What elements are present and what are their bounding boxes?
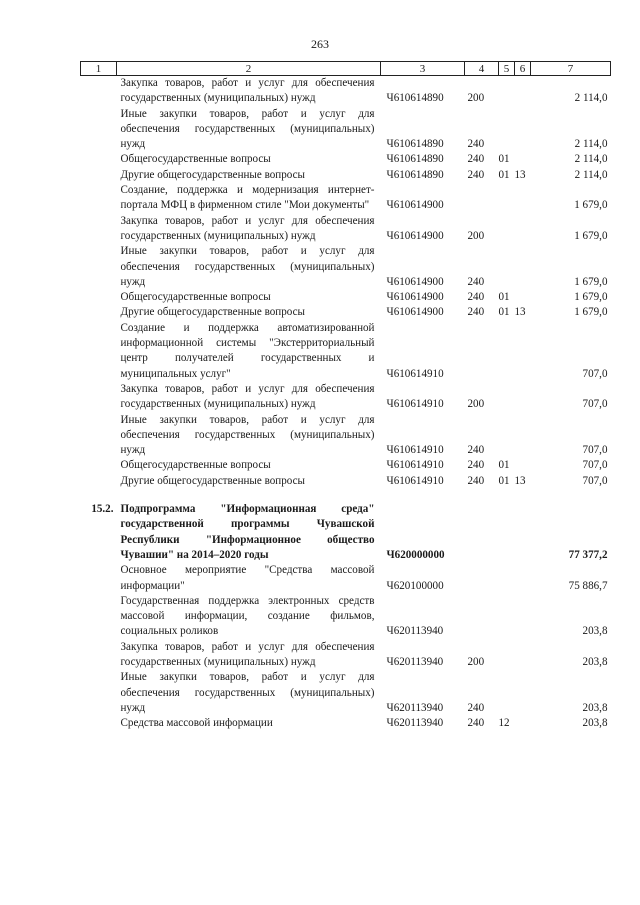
row-name: Другие общегосударственные вопросы <box>120 474 305 487</box>
expense-type-code: 240 <box>467 459 485 472</box>
amount: 2 114,0 <box>574 153 608 166</box>
page-number: 263 <box>311 37 329 51</box>
section-code: 01 <box>498 474 510 487</box>
subsection-code: 13 <box>514 306 526 319</box>
row-name: Другие общегосударственные вопросы <box>120 168 305 181</box>
amount: 203,8 <box>582 701 608 714</box>
column-numbers-row <box>81 62 611 76</box>
row-number <box>81 305 117 320</box>
target-article-code: Ч610614900 <box>386 291 444 304</box>
table-row <box>81 152 611 167</box>
expense-type-code: 240 <box>467 701 485 714</box>
table-row <box>81 413 611 459</box>
expense-type-code: 200 <box>467 229 485 242</box>
section-code: 12 <box>498 717 510 730</box>
row-name: Иные закупки товаров, работ и услуг для обеспечения государственных (муниципальных) нужд <box>120 245 375 288</box>
budget-table <box>80 61 611 731</box>
row-number <box>81 321 117 382</box>
row-number <box>81 152 117 167</box>
amount: 1 679,0 <box>574 275 608 288</box>
table-row <box>81 290 611 305</box>
column-header: 4 <box>465 62 499 76</box>
subsection-code <box>515 107 531 153</box>
amount: 1 679,0 <box>574 291 608 304</box>
subsection-code <box>515 716 531 731</box>
subsection-code: 13 <box>514 168 526 181</box>
amount: 707,0 <box>582 474 608 487</box>
table-row <box>81 474 611 489</box>
target-article-code: Ч610614890 <box>386 92 444 105</box>
row-name: Закупка товаров, работ и услуг для обеспечения государственных (муниципальных) нужд <box>120 214 375 242</box>
column-header: 1 <box>81 62 117 76</box>
expense-type-code <box>465 594 499 640</box>
section-code <box>499 183 515 214</box>
target-article-code: Ч620113940 <box>386 625 444 638</box>
target-article-code: Ч610614910 <box>386 459 444 472</box>
target-article-code: Ч620000000 <box>386 548 445 561</box>
table-row <box>81 76 611 107</box>
spacer-cell <box>81 489 611 502</box>
column-header: 2 <box>117 62 381 76</box>
section-code <box>499 413 515 459</box>
column-header: 7 <box>531 62 611 76</box>
row-number <box>81 716 117 731</box>
subsection-code <box>515 244 531 290</box>
amount: 707,0 <box>582 367 608 380</box>
row-number <box>81 107 117 153</box>
expense-type-code: 240 <box>467 138 485 151</box>
section-code <box>499 214 515 245</box>
amount: 203,8 <box>582 655 608 668</box>
expense-type-code: 240 <box>467 275 485 288</box>
table-row <box>81 382 611 413</box>
row-name: Иные закупки товаров, работ и услуг для обеспечения государственных (муниципальных) нужд <box>120 671 375 714</box>
section-code: 01 <box>498 153 510 166</box>
expense-type-code <box>465 563 499 594</box>
row-number <box>81 244 117 290</box>
section-code <box>499 76 515 107</box>
target-article-code: Ч620113940 <box>386 655 444 668</box>
section-code <box>499 382 515 413</box>
table-row <box>81 489 611 502</box>
expense-type-code: 200 <box>467 398 485 411</box>
row-number <box>81 563 117 594</box>
table-row <box>81 563 611 594</box>
table-row <box>81 168 611 183</box>
row-number <box>81 76 117 107</box>
table-row <box>81 716 611 731</box>
section-code <box>499 321 515 382</box>
amount: 2 114,0 <box>574 92 608 105</box>
row-name: Другие общегосударственные вопросы <box>120 306 305 319</box>
section-code <box>499 107 515 153</box>
amount: 1 679,0 <box>574 229 608 242</box>
row-name: Общегосударственные вопросы <box>120 291 271 304</box>
section-code <box>499 502 515 563</box>
table-row <box>81 183 611 214</box>
table-body <box>81 76 611 732</box>
row-name: Создание, поддержка и модернизация интернет-портала МФЦ в фирменном стиле "Мои документы" <box>120 184 375 212</box>
table-row <box>81 107 611 153</box>
amount: 707,0 <box>582 459 608 472</box>
row-name: Общегосударственные вопросы <box>120 153 271 166</box>
target-article-code: Ч610614890 <box>386 168 444 181</box>
subsection-code <box>515 413 531 459</box>
section-code: 01 <box>498 306 510 319</box>
row-name: Общегосударственные вопросы <box>120 459 271 472</box>
target-article-code: Ч620113940 <box>386 717 444 730</box>
target-article-code: Ч610614900 <box>386 199 444 212</box>
subsection-code <box>515 214 531 245</box>
section-code <box>499 244 515 290</box>
target-article-code: Ч610614900 <box>386 229 444 242</box>
row-number <box>81 214 117 245</box>
row-number <box>81 594 117 640</box>
column-header: 5 <box>499 62 515 76</box>
expense-type-code: 240 <box>467 153 485 166</box>
target-article-code: Ч620100000 <box>386 579 444 592</box>
target-article-code: Ч610614910 <box>386 398 444 411</box>
table-row <box>81 640 611 671</box>
column-header: 3 <box>381 62 465 76</box>
subsection-code <box>515 152 531 167</box>
row-number <box>81 670 117 716</box>
row-name: Государственная поддержка электронных средств массовой информации, создание фильмов, социальных роликов <box>120 594 375 638</box>
row-number: 15.2. <box>91 503 114 516</box>
row-number <box>81 413 117 459</box>
row-number <box>81 458 117 473</box>
target-article-code: Ч620113940 <box>386 701 444 714</box>
amount: 1 679,0 <box>574 199 608 212</box>
section-code: 01 <box>498 291 510 304</box>
amount: 707,0 <box>582 444 608 457</box>
target-article-code: Ч610614900 <box>386 275 444 288</box>
subsection-code: 13 <box>514 474 526 487</box>
expense-type-code: 240 <box>467 717 485 730</box>
amount: 203,8 <box>582 717 608 730</box>
table-row <box>81 321 611 382</box>
row-name: Закупка товаров, работ и услуг для обеспечения государственных (муниципальных) нужд <box>120 382 375 411</box>
amount: 2 114,0 <box>574 138 608 151</box>
amount: 75 886,7 <box>568 579 608 592</box>
target-article-code: Ч610614910 <box>386 444 444 457</box>
section-code: 01 <box>498 168 510 181</box>
section-code: 01 <box>498 459 510 472</box>
subsection-code <box>515 183 531 214</box>
table-row <box>81 670 611 716</box>
row-name: Основное мероприятие "Средства массовой информации" <box>120 564 375 592</box>
table-row <box>81 214 611 245</box>
section-code <box>499 670 515 716</box>
row-name: Создание и поддержка автоматизированной информационной системы "Экстерриториальный центр получателей государственных и муниципальных услуг" <box>120 321 375 380</box>
expense-type-code: 240 <box>467 444 485 457</box>
subsection-code <box>515 640 531 671</box>
amount: 203,8 <box>582 625 608 638</box>
subsection-code <box>515 321 531 382</box>
subsection-code <box>515 76 531 107</box>
section-code <box>499 563 515 594</box>
table-header <box>81 62 611 76</box>
table-row <box>81 244 611 290</box>
target-article-code: Ч610614900 <box>386 306 444 319</box>
row-name: Средства массовой информации <box>120 717 273 730</box>
expense-type-code <box>465 183 499 214</box>
expense-type-code: 200 <box>467 655 485 668</box>
row-name: Иные закупки товаров, работ и услуг для обеспечения государственных (муниципальных) нужд <box>120 413 375 457</box>
table-row <box>81 502 611 563</box>
section-code <box>499 594 515 640</box>
subsection-code <box>515 290 531 305</box>
row-number <box>81 168 117 183</box>
subsection-code <box>515 382 531 413</box>
table-row <box>81 594 611 640</box>
amount: 2 114,0 <box>574 168 608 181</box>
expense-type-code: 200 <box>467 92 485 105</box>
row-number <box>81 183 117 214</box>
row-number <box>81 290 117 305</box>
expense-type-code <box>465 321 499 382</box>
expense-type-code: 240 <box>467 474 485 487</box>
target-article-code: Ч610614890 <box>386 138 444 151</box>
expense-type-code <box>465 502 499 563</box>
expense-type-code: 240 <box>467 291 485 304</box>
subsection-code <box>515 594 531 640</box>
subsection-code <box>515 563 531 594</box>
row-number <box>81 640 117 671</box>
amount: 1 679,0 <box>574 306 608 319</box>
amount: 77 377,2 <box>568 548 608 561</box>
row-number <box>81 474 117 489</box>
expense-type-code: 240 <box>467 168 485 181</box>
target-article-code: Ч610614910 <box>386 474 444 487</box>
row-name: Закупка товаров, работ и услуг для обеспечения государственных (муниципальных) нужд <box>120 77 375 105</box>
expense-type-code: 240 <box>467 306 485 319</box>
row-name: Закупка товаров, работ и услуг для обеспечения государственных (муниципальных) нужд <box>120 640 375 668</box>
table-row <box>81 458 611 473</box>
target-article-code: Ч610614890 <box>386 153 444 166</box>
amount: 707,0 <box>582 398 608 411</box>
row-name: Иные закупки товаров, работ и услуг для обеспечения государственных (муниципальных) нужд <box>120 107 375 151</box>
row-number <box>81 382 117 413</box>
section-code <box>499 640 515 671</box>
subsection-code <box>515 458 531 473</box>
table-row <box>81 305 611 320</box>
subsection-code <box>515 670 531 716</box>
column-header: 6 <box>515 62 531 76</box>
target-article-code: Ч610614910 <box>386 367 444 380</box>
subsection-code <box>515 502 531 563</box>
row-name: Подпрограмма "Информационная среда" государственной программы Чувашской Республики "Информационное общество Чувашии" на 2014–2020 годы <box>120 503 375 561</box>
